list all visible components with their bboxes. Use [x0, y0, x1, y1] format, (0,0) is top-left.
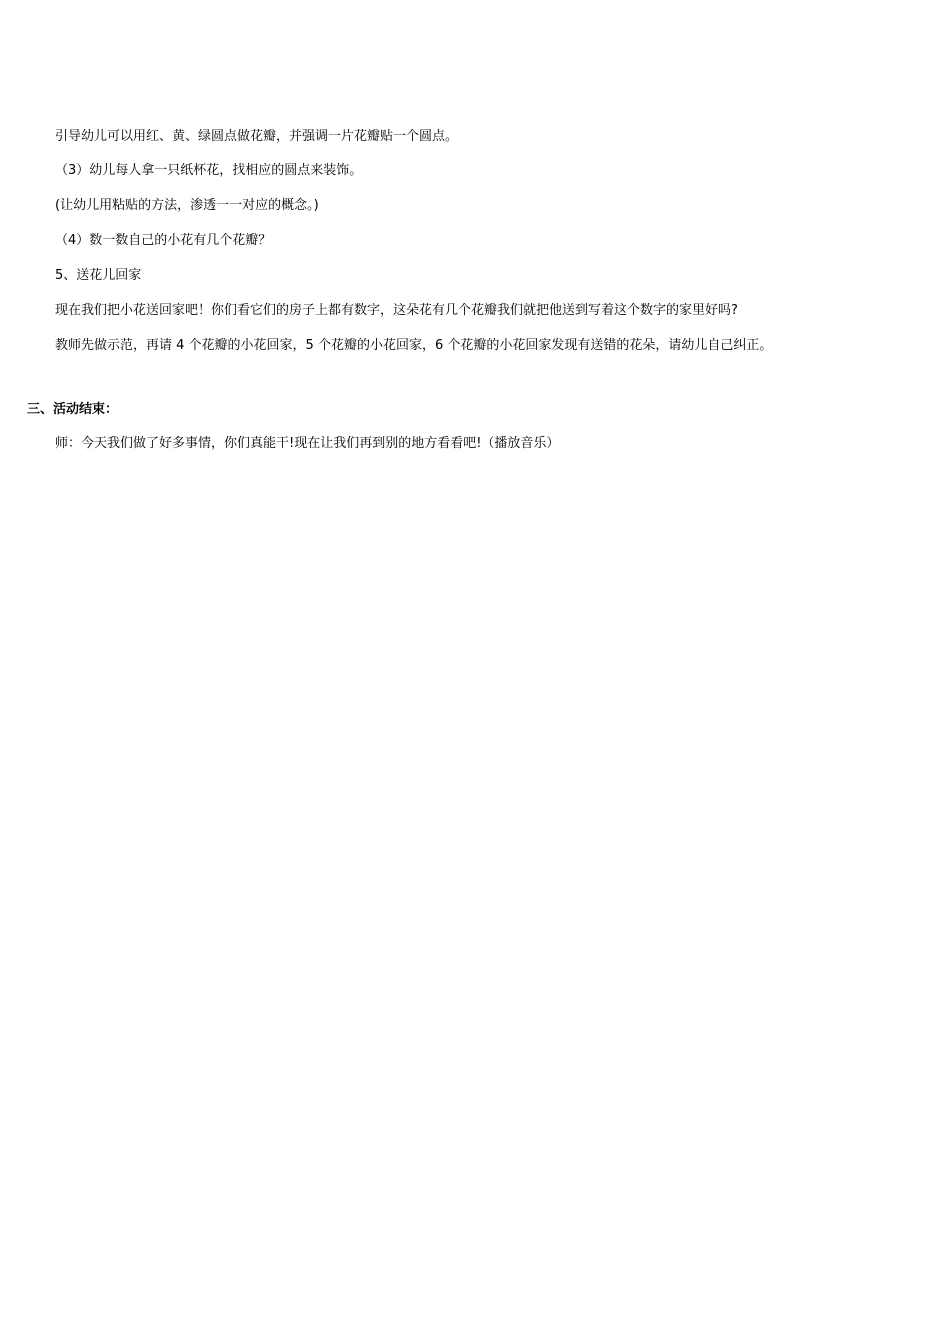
paragraph-closing: 师：今天我们做了好多事情，你们真能干!现在让我们再到别的地方看看吧!（播放音乐）: [55, 436, 560, 451]
paragraph-teacher-demo: 教师先做示范，再请 4 个花瓣的小花回家，5 个花瓣的小花回家，6 个花瓣的小花回家发现有送错的花朵，请幼儿自己纠正。: [55, 338, 773, 353]
paragraph-step-3: （3）幼儿每人拿一只纸杯花，找相应的圆点来装饰。: [55, 163, 363, 178]
paragraph-note-matching: (让幼儿用粘贴的方法，渗透一一对应的概念。): [55, 198, 319, 213]
paragraph-step-4: （4）数一数自己的小花有几个花瓣？: [55, 233, 272, 248]
paragraph-send-home: 现在我们把小花送回家吧！你们看它们的房子上都有数字，这朵花有几个花瓣我们就把他送到写着这个数字的家里好吗?: [55, 303, 738, 318]
section-heading-activity-end: 三、活动结束：: [27, 402, 119, 417]
paragraph-section-5-title: 5、送花儿回家: [55, 268, 142, 283]
paragraph-guide-petals: 引导幼儿可以用红、黄、绿圆点做花瓣，并强调一片花瓣贴一个圆点。: [55, 129, 459, 144]
